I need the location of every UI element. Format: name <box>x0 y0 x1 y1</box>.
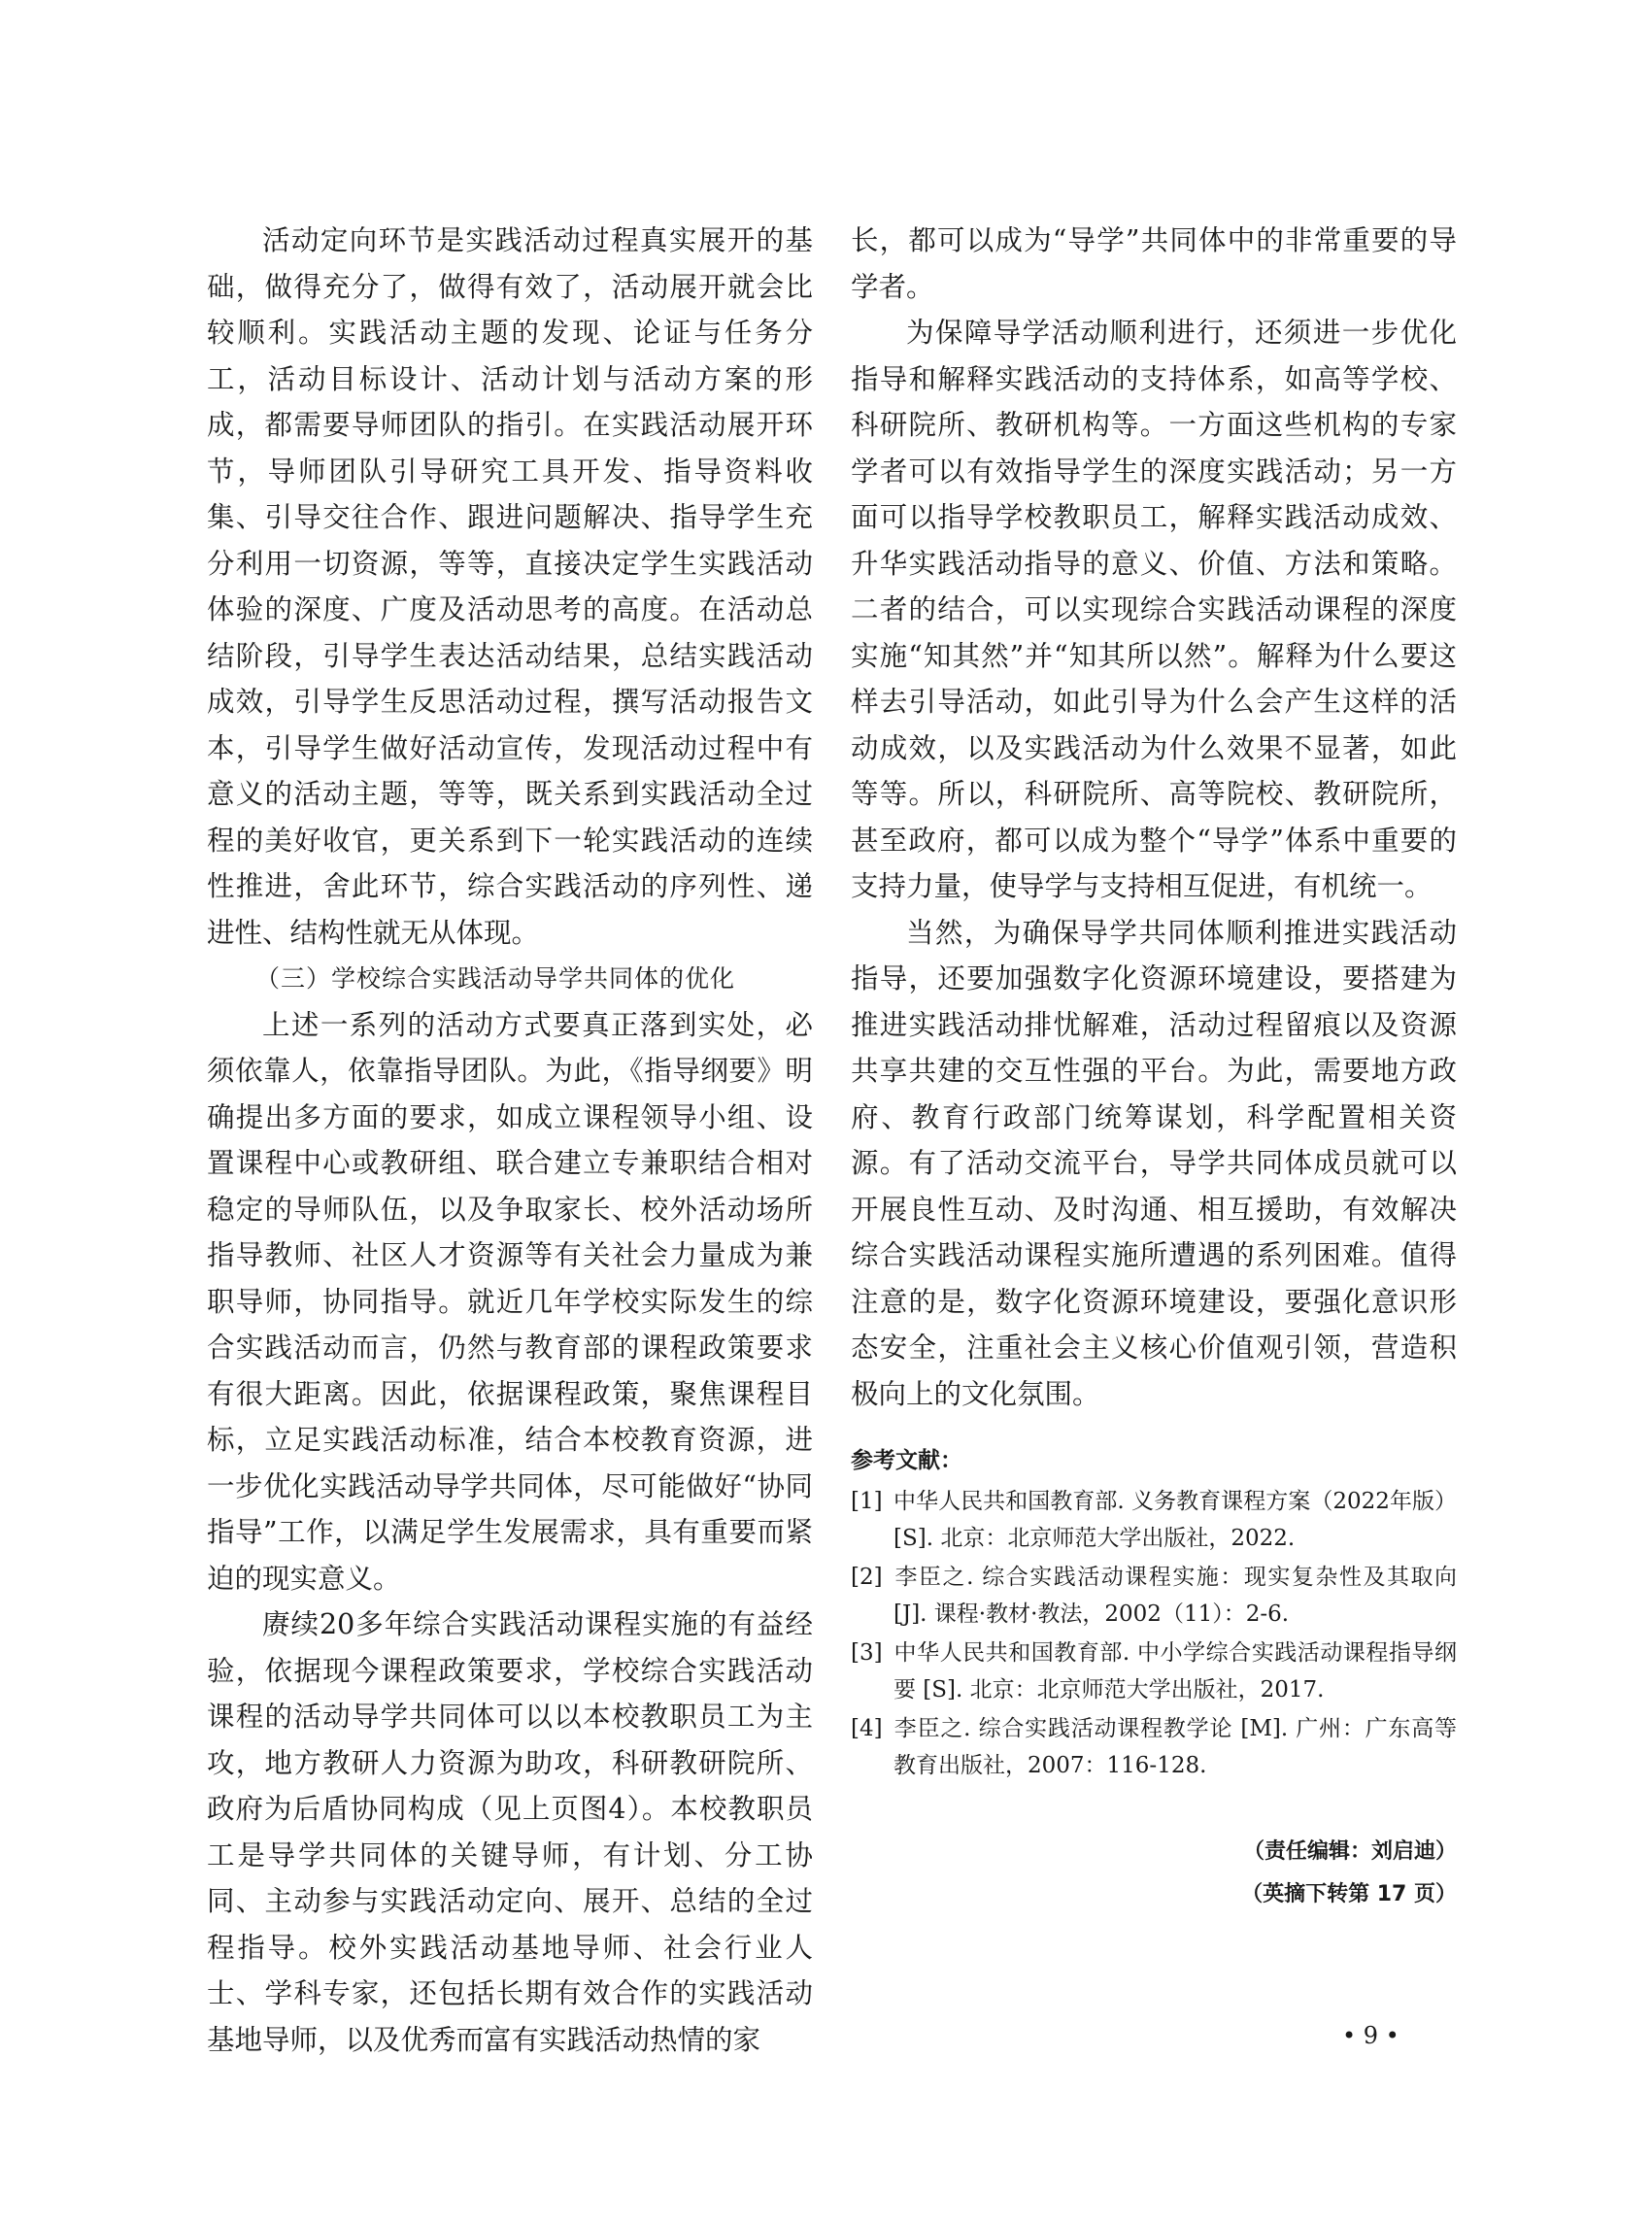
references-section <box>851 1444 1457 1784</box>
reference-number: [3] <box>851 1640 883 1666</box>
reference-item <box>851 1635 1457 1708</box>
reference-item <box>851 1559 1457 1633</box>
reference-number: [1] <box>851 1489 883 1514</box>
reference-item <box>851 1710 1457 1784</box>
body-paragraph: 赓续20多年综合实践活动课程实施的有益经验，依据现今课程政策要求，学校综合实践活动课程的活动导学共同体可以以本校教职员工为主攻，地方教研人力资源为助攻，科研教研院所、政府为后盾协同构成（见上页图4）。本校教职员工是导学共同体的关键导师，有计划、分工协同、主动参与实践活动定向、展开、总结的全过程指导。校外实践活动基地导师、社会行业人士、学科专家，还包括长期有效合作的实践活动基地导师，以及优秀而富有实践活动热情的家 <box>207 1608 813 2056</box>
reference-text: 中华人民共和国教育部. 中小学综合实践活动课程指导纲要 [S]. 北京：北京师范大学出版社，2017. <box>893 1640 1457 1702</box>
body-paragraph: 长，都可以成为“导学”共同体中的非常重要的导学者。 <box>851 224 1457 303</box>
body-paragraph: 当然，为确保导学共同体顺利推进实践活动指导，还要加强数字化资源环境建设，要搭建为推进实践活动排忧解难，活动过程留痕以及资源共享共建的交互性强的平台。为此，需要地方政府、教育行政部门统筹谋划，科学配置相关资源。有了活动交流平台，导学共同体成员就可以开展良性互动、及时沟通、相互援助，有效解决综合实践活动课程实施所遭遇的系列困难。值得注意的是，数字化资源环境建设，要强化意识形态安全，注重社会主义核心价值观引领，营造积极向上的文化氛围。 <box>851 916 1457 1410</box>
reference-number: [4] <box>851 1716 883 1741</box>
editor-credit: （责任编辑：刘启迪） <box>1242 1839 1457 1864</box>
reference-text: 中华人民共和国教育部. 义务教育课程方案（2022年版）[S]. 北京：北京师范大学出版社，2022. <box>893 1489 1457 1551</box>
reference-text: 李臣之. 综合实践活动课程实施：现实复杂性及其取向 [J]. 课程·教材·教法，2002（11）：2-6. <box>893 1565 1457 1627</box>
reference-text: 李臣之. 综合实践活动课程教学论 [M]. 广州：广东高等教育出版社，2007：116-128. <box>893 1716 1457 1778</box>
right-column <box>851 218 1457 1916</box>
body-paragraph: 活动定向环节是实践活动过程真实展开的基础，做得充分了，做得有效了，活动展开就会比较顺利。实践活动主题的发现、论证与任务分工，活动目标设计、活动计划与活动方案的形成，都需要导师团队的指引。在实践活动展开环节，导师团队引导研究工具开发、指导资料收集、引导交往合作、跟进问题解决、指导学生充分利用一切资源，等等，直接决定学生实践活动体验的深度、广度及活动思考的高度。在活动总结阶段，引导学生表达活动结果，总结实践活动成效，引导学生反思活动过程，撰写活动报告文本，引导学生做好活动宣传，发现活动过程中有意义的活动主题，等等，既关系到实践活动全过程的美好收官，更关系到下一轮实践活动的连续性推进，舍此环节，综合实践活动的序列性、递进性、结构性就无从体现。 <box>207 224 813 949</box>
references-title: 参考文献： <box>851 1448 962 1473</box>
body-paragraph: 为保障导学活动顺利进行，还须进一步优化指导和解释实践活动的支持体系，如高等学校、科研院所、教研机构等。一方面这些机构的专家学者可以有效指导学生的深度实践活动；另一方面可以指导学校教职员工，解释实践活动成效、升华实践活动指导的意义、价值、方法和策略。二者的结合，可以实现综合实践活动课程的深度实施“知其然”并“知其所以然”。解释为什么要这样去引导活动，如此引导为什么会产生这样的活动成效，以及实践活动为什么效果不显著，如此等等。所以，科研院所、高等院校、教研院所，甚至政府，都可以成为整个“导学”体系中重要的支持力量，使导学与支持相互促进，有机统一。 <box>851 317 1457 902</box>
reference-item <box>851 1483 1457 1557</box>
credits <box>851 1831 1457 1916</box>
body-paragraph: 上述一系列的活动方式要真正落到实处，必须依靠人，依靠指导团队。为此，《指导纲要》明确提出多方面的要求，如成立课程领导小组、设置课程中心或教研组、联合建立专兼职结合相对稳定的导师队伍，以及争取家长、校外活动场所指导教师、社区人才资源等有关社会力量成为兼职导师，协同指导。就近几年学校实际发生的综合实践活动而言，仍然与教育部的课程政策要求有很大距离。因此，依据课程政策，聚焦课程目标，立足实践活动标准，结合本校教育资源，进一步优化实践活动导学共同体，尽可能做好“协同指导”工作，以满足学生发展需求，具有重要而紧迫的现实意义。 <box>207 1008 813 1595</box>
reference-number: [2] <box>851 1565 883 1590</box>
section-subheading: （三）学校综合实践活动导学共同体的优化 <box>255 964 736 993</box>
page-number: • 9 • <box>1342 2022 1399 2049</box>
left-column <box>207 218 813 2063</box>
continued-note: （英摘下转第 17 页） <box>1241 1882 1457 1906</box>
